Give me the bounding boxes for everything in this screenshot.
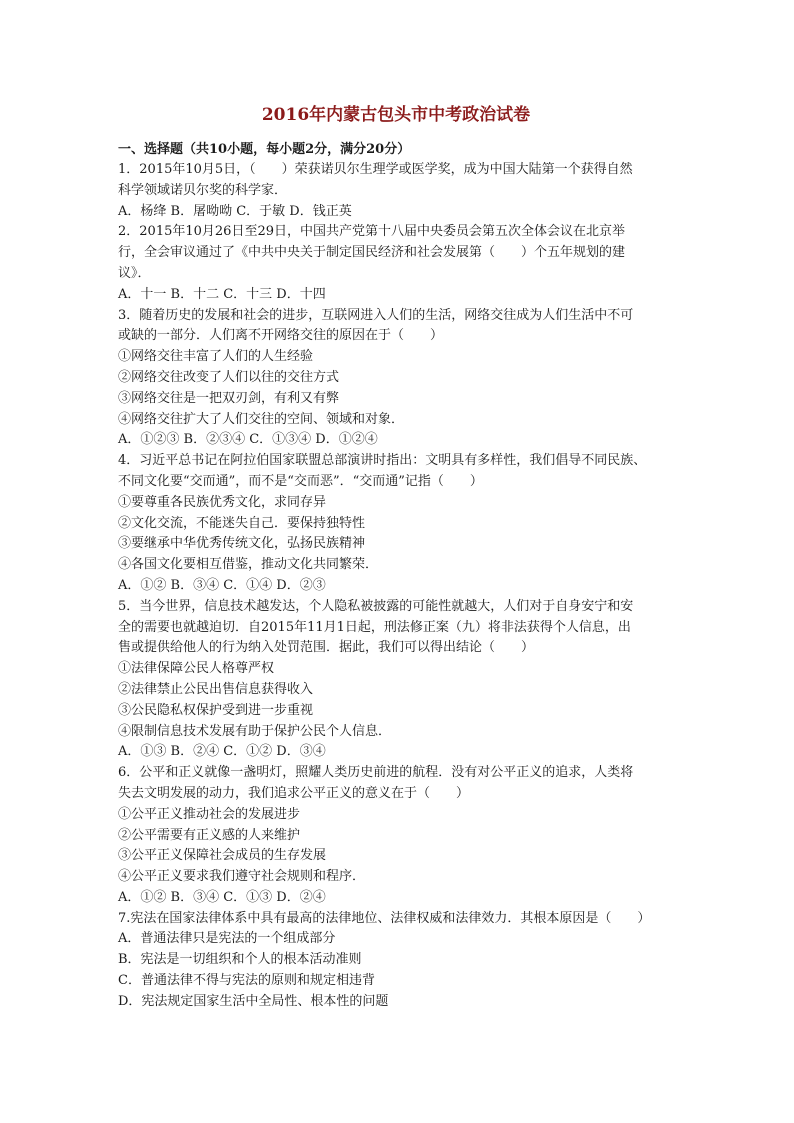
question-1-line: 科学领域诺贝尔奖的科学家． [118, 182, 288, 198]
question-3-line: ②网络交往改变了人们以往的交往方式 [118, 369, 340, 385]
question-6-line: ①公平正义推动社会的发展进步 [118, 806, 301, 822]
question-4 [118, 451, 674, 597]
question-6-line: ④公平正义要求我们遵守社会规则和程序． [118, 869, 366, 885]
question-3-line: ③网络交往是一把双刃剑，有利又有弊 [118, 390, 340, 406]
question-4-line: ③要继承中华优秀传统文化，弘扬民族精神 [118, 536, 366, 552]
question-4-line: ②文化交流，不能迷失自己．要保持独特性 [118, 515, 366, 531]
question-2 [118, 222, 674, 305]
question-3-line: ①网络交往丰富了人们的人生经验 [118, 349, 314, 365]
question-7-line: 7.宪法在国家法律体系中具有最高的法律地位、法律权威和法律效力．其根本原因是（ ） [118, 910, 651, 926]
question-5-line: A．①③ B．②④ C．①② D．③④ [118, 744, 326, 760]
question-6-line: A．①② B．③④ C．①③ D．②④ [118, 889, 326, 905]
question-6 [118, 763, 674, 909]
question-6-line: ③公平正义保障社会成员的生存发展 [118, 848, 327, 864]
question-1 [118, 160, 674, 222]
question-5-line: ②法律禁止公民出售信息获得收入 [118, 681, 314, 697]
exam-content [118, 140, 674, 1013]
question-5-line: ①法律保障公民人格尊严权 [118, 661, 275, 677]
question-7-line: A．普通法律只是宪法的一个组成部分 [118, 931, 336, 947]
question-5-line: 售或提供给他人的行为纳入处罚范围．据此，我们可以得出结论（ ） [118, 640, 535, 656]
question-6-line: ②公平需要有正义感的人来维护 [118, 827, 301, 843]
question-4-line: 4．习近平总书记在阿拉伯国家联盟总部演讲时指出：文明具有多样性，我们倡导不同民族、 [118, 453, 647, 469]
question-5-line: 5．当今世界，信息技术越发达，个人隐私被披露的可能性就越大，人们对于自身安宁和安 [118, 598, 634, 614]
question-7-line: D．宪法规定国家生活中全局性、根本性的问题 [118, 993, 389, 1009]
question-3-line: ④网络交往扩大了人们交往的空间、领域和对象． [118, 411, 405, 427]
question-3-line: 3．随着历史的发展和社会的进步，互联网进入人们的生活，网络交往成为人们生活中不可 [118, 307, 634, 323]
question-7-line: B．宪法是一切组织和个人的根本活动准则 [118, 952, 362, 968]
question-6-line: 6．公平和正义就像一盏明灯，照耀人类历史前进的航程．没有对公平正义的追求，人类将 [118, 765, 634, 781]
question-1-line: 1．2015年10月5日，（ ）荣获诺贝尔生理学或医学奖，成为中国大陆第一个获得自然 [118, 162, 633, 177]
section-heading: 一、选择题（共10小题，每小题2分，满分20分） [118, 142, 411, 157]
question-7 [118, 909, 674, 1013]
question-2-line: 行，全会审议通过了《中共中央关于制定国民经济和社会发展第（ ）个五年规划的建 [118, 245, 626, 261]
question-6-line: 失去文明发展的动力，我们追求公平正义的意义在于（ ） [118, 785, 470, 801]
question-1-line: A．杨绛 B．屠呦呦 C．于敏 D．钱正英 [118, 203, 352, 219]
question-3-line: 或缺的一部分．人们离不开网络交往的原因在于（ ） [118, 328, 444, 344]
question-3-line: A．①②③ B．②③④ C．①③④ D．①②④ [118, 432, 378, 448]
question-5-line: ④限制信息技术发展有助于保护公民个人信息． [118, 723, 392, 739]
question-2-line: A．十一 B．十二 C．十三 D．十四 [118, 286, 326, 302]
exam-title: 2016年内蒙古包头市中考政治试卷 [261, 105, 531, 125]
question-2-line: 2．2015年10月26日至29日，中国共产党第十八届中央委员会第五次全体会议在北京举 [118, 224, 625, 240]
question-5-line: ③公民隐私权保护受到进一步重视 [118, 702, 314, 718]
question-list [118, 160, 674, 1013]
question-4-line: ④各国文化要相互借鉴，推动文化共同繁荣． [118, 557, 379, 573]
question-7-line: C．普通法律不得与宪法的原则和规定相违背 [118, 973, 375, 989]
question-4-line: 不同文化要“交而通”，而不是“交而恶”．“交而通”记指（ ） [118, 473, 483, 489]
question-4-line: A．①② B．③④ C．①④ D．②③ [118, 577, 326, 593]
question-5 [118, 597, 674, 763]
question-3 [118, 306, 674, 452]
question-2-line: 议》． [118, 265, 151, 281]
question-4-line: ①要尊重各民族优秀文化，求同存异 [118, 494, 327, 510]
question-5-line: 全的需要也就越迫切．自2015年11月1日起，刑法修正案（九）将非法获得个人信息，出 [118, 619, 631, 635]
